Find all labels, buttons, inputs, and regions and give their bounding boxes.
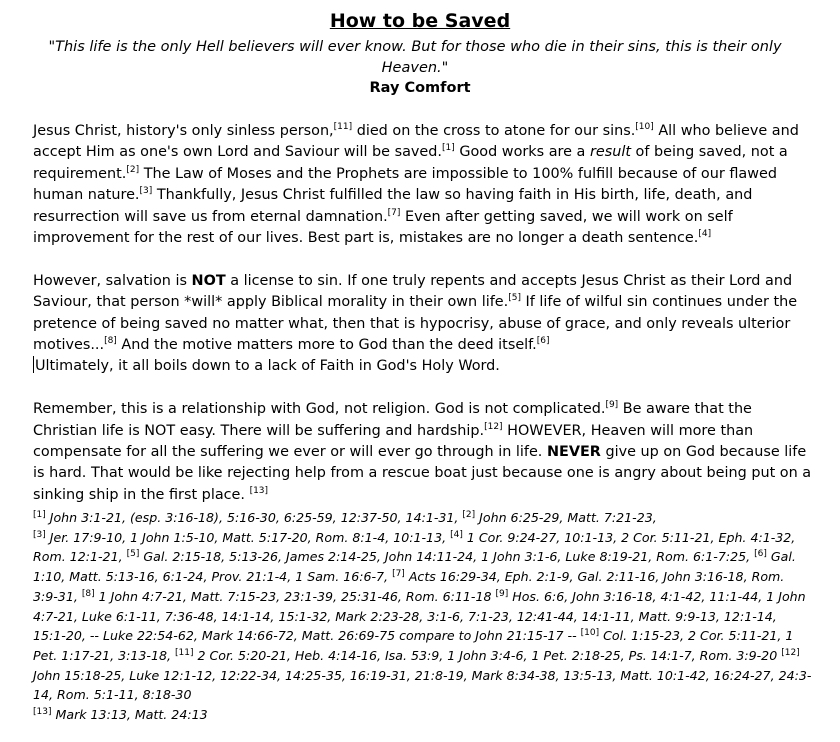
reference-text: 1 Cor. 9:24-27, 10:1-13, 2 Cor. 5:11-21, Eph. 4:1-32, Rom. 12:1-21, xyxy=(33,529,796,565)
text-run: All who believe and accept Him as one's own Lord and Saviour will be saved. xyxy=(33,123,799,161)
reference-text: 2 Cor. 5:20-21, Heb. 4:14-16, Isa. 53:9, 1 John 3:4-6, 1 Pet. 2:18-25, Ps. 14:1-7, Rom. 3:9-20 xyxy=(193,647,782,663)
reference-text: Acts 16:29-34, Eph. 2:1-9, Gal. 2:11-16, John 3:16-18, Rom. 3:9-31, xyxy=(33,569,785,604)
quote-text: "This life is the only Hell believers will ever know. But for those who die in their sins, this is their only Heaven." xyxy=(48,39,782,76)
reference-number: [3] xyxy=(33,529,46,540)
footnote-marker: [1] xyxy=(442,143,455,154)
reference-text: 1 John 4:7-21, Matt. 7:15-23, 23:1-39, 25:31-46, Rom. 6:11-18 xyxy=(94,588,496,604)
footnote-marker: [2] xyxy=(126,165,140,176)
page-title: How to be Saved xyxy=(329,10,511,32)
reference-number: [13] xyxy=(33,706,52,717)
reference-text: John 15:18-25, Luke 12:1-12, 12:22-34, 14:25-35, 16:19-31, 21:8-19, Mark 8:34-38, 13:5-13, Matt. 10:1-42, 16:24-27, 24:3-14, Rom. 5:1-11, 8:18-30 xyxy=(33,667,812,703)
text-run: Thankfully, Jesus Christ fulfilled the law so having faith in His birth, life, death, and resurrection will save us from eternal damnation. xyxy=(33,187,753,225)
text-run: However, salvation is xyxy=(33,272,192,289)
paragraph-2-last-line xyxy=(33,356,813,377)
footnote-marker: [3] xyxy=(139,186,153,197)
text-run: a license to sin. If one truly repents and accepts Jesus Christ as their Lord and Saviour, that person *will* apply Biblical morality in their own life. xyxy=(33,272,793,311)
footnote-marker: [13] xyxy=(249,486,269,497)
reference-text: Hos. 6:6, John 3:16-18, 4:1-42, 11:1-44, 1 John 4:7-21, Luke 6:1-11, 7:36-48, 14:1-14, 15:1-32, Mark 2:23-28, 3:1-6, 7:1-23, 12:41-44, 14:1-11, Matt. 9:9-13, 12:1-14, 15:1-20, -- Luke 22:54-62, Mark 14:66-72, Matt. 26:69-75 compare to John 21:15-17 -- xyxy=(33,588,806,644)
bold-word: NOT xyxy=(191,272,226,289)
text-run: died on the cross to atone for our sins. xyxy=(352,123,636,139)
reference-number: [4] xyxy=(450,529,463,540)
footnote-marker: [8] xyxy=(104,336,117,347)
reference-number: [8] xyxy=(81,588,95,599)
text-run: Ultimately, it all boils down to a lack of Faith in God's Holy Word. xyxy=(35,358,500,375)
footnote-marker: [10] xyxy=(635,122,654,133)
text-run: give up on God because life is hard. That would be like rejecting help from a rescue boat just because one is angry about being put on a sinking ship in the first place. xyxy=(33,444,812,503)
paragraph-2 xyxy=(33,271,813,357)
reference-number: [2] xyxy=(462,509,476,520)
footnote-marker: [11] xyxy=(333,122,353,133)
text-cursor xyxy=(33,356,34,373)
text-run: of being saved, not a requirement. xyxy=(33,144,788,182)
paragraph-spacer xyxy=(33,249,813,270)
reference-number: [5] xyxy=(126,549,140,560)
text-run: The Law of Moses and the Prophets are impossible to 100% fulfill because of our flawed human nature. xyxy=(33,165,777,204)
reference-text: Jer. 17:9-10, 1 John 1:5-10, Matt. 5:17-20, Rom. 8:1-4, 10:1-13, xyxy=(45,529,451,545)
reference-number: [11] xyxy=(175,647,194,658)
reference-text: Gal. 1:10, Matt. 5:13-16, 6:1-24, Prov. 21:1-4, 1 Sam. 16:6-7, xyxy=(33,549,796,585)
reference-number: [10] xyxy=(580,628,600,639)
reference-text: John 6:25-29, Matt. 7:21-23, xyxy=(475,510,657,525)
text-run: Jesus Christ, history's only sinless person, xyxy=(33,123,334,139)
footnote-marker: [9] xyxy=(605,400,619,411)
reference-number: [7] xyxy=(392,568,405,579)
footnote-marker: [6] xyxy=(536,336,550,347)
text-run: Remember, this is a relationship with God, not religion. God is not complicated. xyxy=(33,401,606,418)
reference-text: Gal. 2:15-18, 5:13-26, James 2:14-25, John 14:11-24, 1 John 3:1-6, Luke 8:19-21, Rom. 6:1-7:25, xyxy=(139,549,755,565)
paragraph-1 xyxy=(33,121,813,249)
footnote-marker: [5] xyxy=(508,293,521,304)
bold-word: NEVER xyxy=(546,444,601,461)
reference-text: John 3:1-21, (esp. 3:16-18), 5:16-30, 6:25-59, 12:37-50, 14:1-31, xyxy=(45,510,463,525)
text-run: HOWEVER, Heaven will more than compensate for all the suffering we ever or will ever go through in life. xyxy=(33,422,754,461)
text-run: Good works are a xyxy=(454,144,590,161)
reference-text: Mark 13:13, Matt. 24:13 xyxy=(51,707,208,723)
footnote-marker: [4] xyxy=(698,229,712,240)
reference-number: [9] xyxy=(495,588,509,599)
reference-number: [6] xyxy=(754,549,767,560)
reference-number: [1] xyxy=(33,509,46,520)
quote-author: Ray Comfort xyxy=(369,80,471,96)
document-body[interactable] xyxy=(33,121,813,506)
text-run: And the motive matters more to God than the deed itself. xyxy=(116,337,537,354)
footnote-marker: [7] xyxy=(387,207,401,218)
reference-text: Col. 1:15-23, 2 Cor. 5:11-21, 1 Pet. 1:17-21, 3:13-18, xyxy=(33,628,794,663)
text-run: Even after getting saved, we will work on self improvement for the rest of our lives. Best part is, mistakes are no longer a death sentence. xyxy=(33,208,733,247)
italic-word: result xyxy=(589,144,631,161)
reference-number: [12] xyxy=(781,647,800,658)
paragraph-3 xyxy=(33,399,813,506)
footnote-marker: [12] xyxy=(484,421,503,432)
paragraph-spacer xyxy=(33,378,813,399)
text-run: If life of wilful sin continues under the pretence of being saved no matter what, then that is hypocrisy, abuse of grace, and only reveals ulterior motives... xyxy=(33,294,798,354)
text-run: Be aware that the Christian life is NOT easy. There will be suffering and hardship. xyxy=(33,401,752,439)
references-list xyxy=(33,508,813,725)
